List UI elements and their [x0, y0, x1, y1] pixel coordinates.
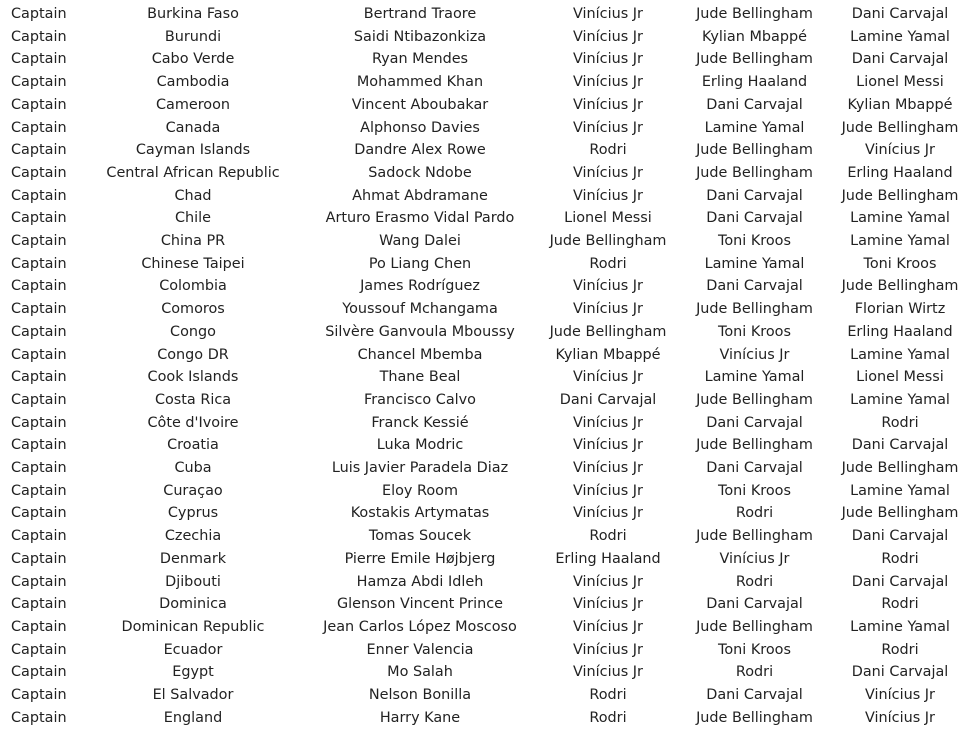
country-cell: Czechia: [164, 528, 222, 545]
third-choice-cell: Dani Carvajal: [851, 6, 949, 22]
first-choice-cell: Vinícius Jr: [573, 74, 643, 91]
second-choice-cell: Toni Kroos: [718, 323, 791, 340]
country-cell: Central African Republic: [106, 164, 280, 181]
country-cell: Chad: [174, 187, 212, 204]
voter-role-cell: Captain: [11, 346, 67, 363]
first-choice-cell: Vinícius Jr: [573, 96, 643, 113]
country-cell: Cambodia: [156, 74, 230, 91]
third-choice-cell: Lionel Messi: [856, 74, 944, 91]
second-choice-cell: Jude Bellingham: [696, 618, 813, 635]
second-choice-cell: Jude Bellingham: [696, 391, 813, 408]
third-choice-cell: Dani Carvajal: [851, 51, 949, 68]
voter-name-cell: Chancel Mbemba: [357, 346, 483, 363]
first-choice-cell: Vinícius Jr: [573, 482, 643, 499]
country-cell: Egypt: [172, 664, 214, 681]
table-row: [0, 321, 965, 344]
second-choice-cell: Dani Carvajal: [706, 210, 803, 227]
table-row: [0, 366, 965, 389]
table-row: [0, 139, 965, 162]
country-cell: Dominica: [159, 596, 227, 613]
first-choice-cell: Vinícius Jr: [573, 641, 643, 658]
table-row: [0, 571, 965, 594]
voter-role-cell: Captain: [11, 664, 67, 681]
voter-role-cell: Captain: [11, 119, 67, 136]
second-choice-cell: Toni Kroos: [718, 641, 791, 658]
country-cell: Côte d'Ivoire: [147, 414, 239, 431]
second-choice-cell: Toni Kroos: [718, 233, 791, 250]
voter-name-cell: Mo Salah: [387, 664, 453, 681]
country-cell: Cook Islands: [147, 369, 239, 386]
table-row: [0, 162, 965, 185]
country-cell: Comoros: [161, 301, 225, 318]
third-choice-cell: Jude Bellingham: [841, 460, 959, 477]
second-choice-cell: Jude Bellingham: [696, 6, 813, 22]
second-choice-cell: Jude Bellingham: [696, 437, 813, 454]
third-choice-cell: Lamine Yamal: [850, 391, 950, 408]
first-choice-cell: Vinícius Jr: [573, 51, 643, 68]
table-row: [0, 707, 965, 730]
first-choice-cell: Vinícius Jr: [573, 187, 643, 204]
votes-table: [0, 3, 965, 730]
second-choice-cell: Rodri: [735, 505, 774, 522]
first-choice-cell: Vinícius Jr: [573, 164, 643, 181]
voter-name-cell: Tomas Soucek: [368, 528, 472, 545]
table-row: [0, 412, 965, 435]
country-cell: Denmark: [159, 550, 227, 567]
voter-role-cell: Captain: [11, 369, 67, 386]
table-row: [0, 344, 965, 367]
first-choice-cell: Vinícius Jr: [573, 278, 643, 295]
third-choice-cell: Lamine Yamal: [850, 618, 950, 635]
second-choice-cell: Vinícius Jr: [719, 550, 790, 567]
voter-name-cell: Ryan Mendes: [371, 51, 469, 68]
voter-role-cell: Captain: [11, 187, 67, 204]
third-choice-cell: Lamine Yamal: [850, 28, 950, 45]
voter-role-cell: Captain: [11, 28, 67, 45]
voter-name-cell: Pierre Emile Højbjerg: [344, 550, 496, 567]
second-choice-cell: Vinícius Jr: [719, 346, 790, 363]
second-choice-cell: Dani Carvajal: [706, 596, 803, 613]
voter-role-cell: Captain: [11, 641, 67, 658]
country-cell: Colombia: [159, 278, 227, 295]
voter-name-cell: Youssouf Mchangama: [342, 301, 498, 318]
voter-name-cell: Sadock Ndobe: [368, 164, 472, 181]
table-row: [0, 207, 965, 230]
first-choice-cell: Vinícius Jr: [573, 618, 643, 635]
voter-role-cell: Captain: [11, 687, 67, 704]
table-row: [0, 94, 965, 117]
third-choice-cell: Dani Carvajal: [851, 528, 949, 545]
second-choice-cell: Lamine Yamal: [704, 119, 805, 136]
third-choice-cell: Erling Haaland: [847, 164, 953, 181]
voter-role-cell: Captain: [11, 505, 67, 522]
first-choice-cell: Vinícius Jr: [573, 596, 643, 613]
third-choice-cell: Lionel Messi: [856, 369, 944, 386]
voter-role-cell: Captain: [11, 709, 67, 726]
second-choice-cell: Lamine Yamal: [704, 369, 805, 386]
voter-role-cell: Captain: [11, 596, 67, 613]
first-choice-cell: Jude Bellingham: [549, 233, 667, 250]
table-row: [0, 525, 965, 548]
table-row: [0, 434, 965, 457]
country-cell: Congo: [170, 323, 216, 340]
table-row: [0, 48, 965, 71]
country-cell: Congo DR: [157, 346, 229, 363]
votes-table-body: [0, 3, 965, 730]
table-row: [0, 275, 965, 298]
country-cell: Djibouti: [165, 573, 221, 590]
third-choice-cell: Florian Wirtz: [854, 301, 946, 318]
voter-name-cell: Luka Modric: [376, 437, 464, 454]
voter-name-cell: Franck Kessié: [371, 414, 469, 431]
voter-role-cell: Captain: [11, 414, 67, 431]
country-cell: Burkina Faso: [147, 6, 239, 22]
second-choice-cell: Dani Carvajal: [706, 687, 803, 704]
third-choice-cell: Rodri: [881, 596, 919, 613]
voter-role-cell: Captain: [11, 6, 67, 22]
table-row: [0, 185, 965, 208]
country-cell: Burundi: [164, 28, 222, 45]
voter-name-cell: Ahmat Abdramane: [352, 187, 488, 204]
voter-role-cell: Captain: [11, 460, 67, 477]
first-choice-cell: Vinícius Jr: [573, 119, 643, 136]
first-choice-cell: Vinícius Jr: [573, 460, 643, 477]
first-choice-cell: Rodri: [589, 255, 627, 272]
third-choice-cell: Vinícius Jr: [865, 709, 935, 726]
first-choice-cell: Rodri: [589, 142, 627, 159]
table-row: [0, 616, 965, 639]
second-choice-cell: Jude Bellingham: [696, 164, 813, 181]
third-choice-cell: Rodri: [881, 641, 919, 658]
third-choice-cell: Rodri: [881, 414, 919, 431]
voter-role-cell: Captain: [11, 618, 67, 635]
country-cell: Croatia: [167, 437, 219, 454]
voter-name-cell: Wang Dalei: [379, 233, 461, 250]
voter-role-cell: Captain: [11, 255, 67, 272]
first-choice-cell: Vinícius Jr: [573, 437, 643, 454]
second-choice-cell: Dani Carvajal: [706, 187, 803, 204]
voter-name-cell: Kostakis Artymatas: [350, 505, 490, 522]
voter-name-cell: Thane Beal: [379, 369, 461, 386]
voter-role-cell: Captain: [11, 482, 67, 499]
voter-name-cell: Eloy Room: [382, 482, 458, 499]
voter-role-cell: Captain: [11, 323, 67, 340]
table-row: [0, 457, 965, 480]
country-cell: Ecuador: [163, 641, 223, 658]
first-choice-cell: Erling Haaland: [555, 550, 661, 567]
second-choice-cell: Rodri: [735, 573, 774, 590]
second-choice-cell: Dani Carvajal: [706, 96, 803, 113]
country-cell: Chile: [174, 210, 212, 227]
first-choice-cell: Kylian Mbappé: [555, 346, 661, 363]
second-choice-cell: Jude Bellingham: [696, 301, 813, 318]
table-row: [0, 26, 965, 49]
table-row: [0, 548, 965, 571]
country-cell: Chinese Taipei: [141, 255, 245, 272]
voter-name-cell: Bertrand Traore: [363, 6, 477, 22]
first-choice-cell: Vinícius Jr: [573, 28, 643, 45]
table-row: [0, 661, 965, 684]
second-choice-cell: Jude Bellingham: [696, 528, 813, 545]
voter-name-cell: Po Liang Chen: [368, 255, 472, 272]
voter-name-cell: Luis Javier Paradela Diaz: [331, 460, 509, 477]
country-cell: Dominican Republic: [121, 618, 265, 635]
voter-name-cell: Vincent Aboubakar: [351, 96, 489, 113]
first-choice-cell: Vinícius Jr: [573, 301, 643, 318]
voter-name-cell: Harry Kane: [379, 709, 461, 726]
country-cell: Cayman Islands: [135, 142, 251, 159]
second-choice-cell: Jude Bellingham: [696, 142, 813, 159]
voter-role-cell: Captain: [11, 51, 67, 68]
voter-name-cell: Mohammed Khan: [356, 74, 484, 91]
table-row: [0, 389, 965, 412]
table-row: [0, 684, 965, 707]
voter-role-cell: Captain: [11, 142, 67, 159]
third-choice-cell: Lamine Yamal: [850, 346, 950, 363]
voter-name-cell: Nelson Bonilla: [368, 687, 472, 704]
voter-role-cell: Captain: [11, 278, 67, 295]
country-cell: Cabo Verde: [151, 51, 235, 68]
voter-role-cell: Captain: [11, 573, 67, 590]
voter-role-cell: Captain: [11, 96, 67, 113]
first-choice-cell: Vinícius Jr: [573, 414, 643, 431]
voter-role-cell: Captain: [11, 301, 67, 318]
table-row: [0, 230, 965, 253]
voter-name-cell: Hamza Abdi Idleh: [356, 573, 484, 590]
voter-name-cell: Jean Carlos López Moscoso: [323, 618, 517, 635]
voter-role-cell: Captain: [11, 528, 67, 545]
third-choice-cell: Lamine Yamal: [850, 210, 950, 227]
table-row: [0, 639, 965, 662]
second-choice-cell: Jude Bellingham: [696, 709, 813, 726]
table-row: [0, 117, 965, 140]
country-cell: El Salvador: [152, 687, 234, 704]
third-choice-cell: Dani Carvajal: [851, 664, 949, 681]
second-choice-cell: Kylian Mbappé: [702, 28, 807, 45]
second-choice-cell: Erling Haaland: [701, 74, 808, 91]
first-choice-cell: Rodri: [589, 709, 627, 726]
table-row: [0, 593, 965, 616]
second-choice-cell: Dani Carvajal: [706, 414, 803, 431]
first-choice-cell: Jude Bellingham: [549, 323, 667, 340]
third-choice-cell: Lamine Yamal: [850, 233, 950, 250]
voter-role-cell: Captain: [11, 437, 67, 454]
first-choice-cell: Lionel Messi: [564, 210, 652, 227]
third-choice-cell: Toni Kroos: [863, 255, 937, 272]
voter-name-cell: Glenson Vincent Prince: [336, 596, 504, 613]
third-choice-cell: Jude Bellingham: [841, 187, 959, 204]
first-choice-cell: Vinícius Jr: [573, 505, 643, 522]
country-cell: Canada: [165, 119, 221, 136]
third-choice-cell: Kylian Mbappé: [847, 96, 953, 113]
third-choice-cell: Erling Haaland: [847, 323, 953, 340]
third-choice-cell: Rodri: [881, 550, 919, 567]
country-cell: Cuba: [174, 460, 212, 477]
third-choice-cell: Vinícius Jr: [865, 142, 935, 159]
first-choice-cell: Vinícius Jr: [573, 664, 643, 681]
third-choice-cell: Dani Carvajal: [851, 437, 949, 454]
second-choice-cell: Jude Bellingham: [696, 51, 813, 68]
voter-name-cell: James Rodríguez: [360, 278, 480, 295]
second-choice-cell: Toni Kroos: [718, 482, 791, 499]
second-choice-cell: Dani Carvajal: [706, 278, 803, 295]
first-choice-cell: Vinícius Jr: [573, 369, 643, 386]
table-row: [0, 298, 965, 321]
voter-name-cell: Enner Valencia: [366, 641, 474, 658]
table-row: [0, 253, 965, 276]
country-cell: Cyprus: [167, 505, 219, 522]
voter-role-cell: Captain: [11, 233, 67, 250]
voter-role-cell: Captain: [11, 550, 67, 567]
third-choice-cell: Dani Carvajal: [851, 573, 949, 590]
voter-name-cell: Francisco Calvo: [364, 391, 476, 408]
country-cell: China PR: [160, 233, 226, 250]
voter-name-cell: Dandre Alex Rowe: [354, 142, 486, 159]
second-choice-cell: Rodri: [735, 664, 774, 681]
third-choice-cell: Jude Bellingham: [841, 278, 959, 295]
voter-role-cell: Captain: [11, 391, 67, 408]
voter-role-cell: Captain: [11, 210, 67, 227]
country-cell: England: [163, 709, 223, 726]
second-choice-cell: Dani Carvajal: [706, 460, 803, 477]
country-cell: Cameroon: [155, 96, 231, 113]
first-choice-cell: Rodri: [589, 687, 627, 704]
first-choice-cell: Dani Carvajal: [559, 391, 657, 408]
table-row: [0, 502, 965, 525]
table-row: [0, 480, 965, 503]
third-choice-cell: Jude Bellingham: [841, 119, 959, 136]
voter-name-cell: Alphonso Davies: [360, 119, 480, 136]
third-choice-cell: Jude Bellingham: [841, 505, 959, 522]
table-row: [0, 71, 965, 94]
first-choice-cell: Rodri: [589, 528, 627, 545]
country-cell: Curaçao: [163, 482, 223, 499]
voter-name-cell: Arturo Erasmo Vidal Pardo: [325, 210, 515, 227]
table-row: [0, 3, 965, 26]
third-choice-cell: Vinícius Jr: [865, 687, 935, 704]
country-cell: Costa Rica: [154, 391, 232, 408]
third-choice-cell: Lamine Yamal: [850, 482, 950, 499]
second-choice-cell: Lamine Yamal: [704, 255, 805, 272]
voter-name-cell: Saidi Ntibazonkiza: [353, 28, 487, 45]
voter-role-cell: Captain: [11, 74, 67, 91]
first-choice-cell: Vinícius Jr: [573, 573, 643, 590]
voter-name-cell: Silvère Ganvoula Mboussy: [325, 323, 515, 340]
voter-role-cell: Captain: [11, 164, 67, 181]
first-choice-cell: Vinícius Jr: [573, 6, 643, 22]
